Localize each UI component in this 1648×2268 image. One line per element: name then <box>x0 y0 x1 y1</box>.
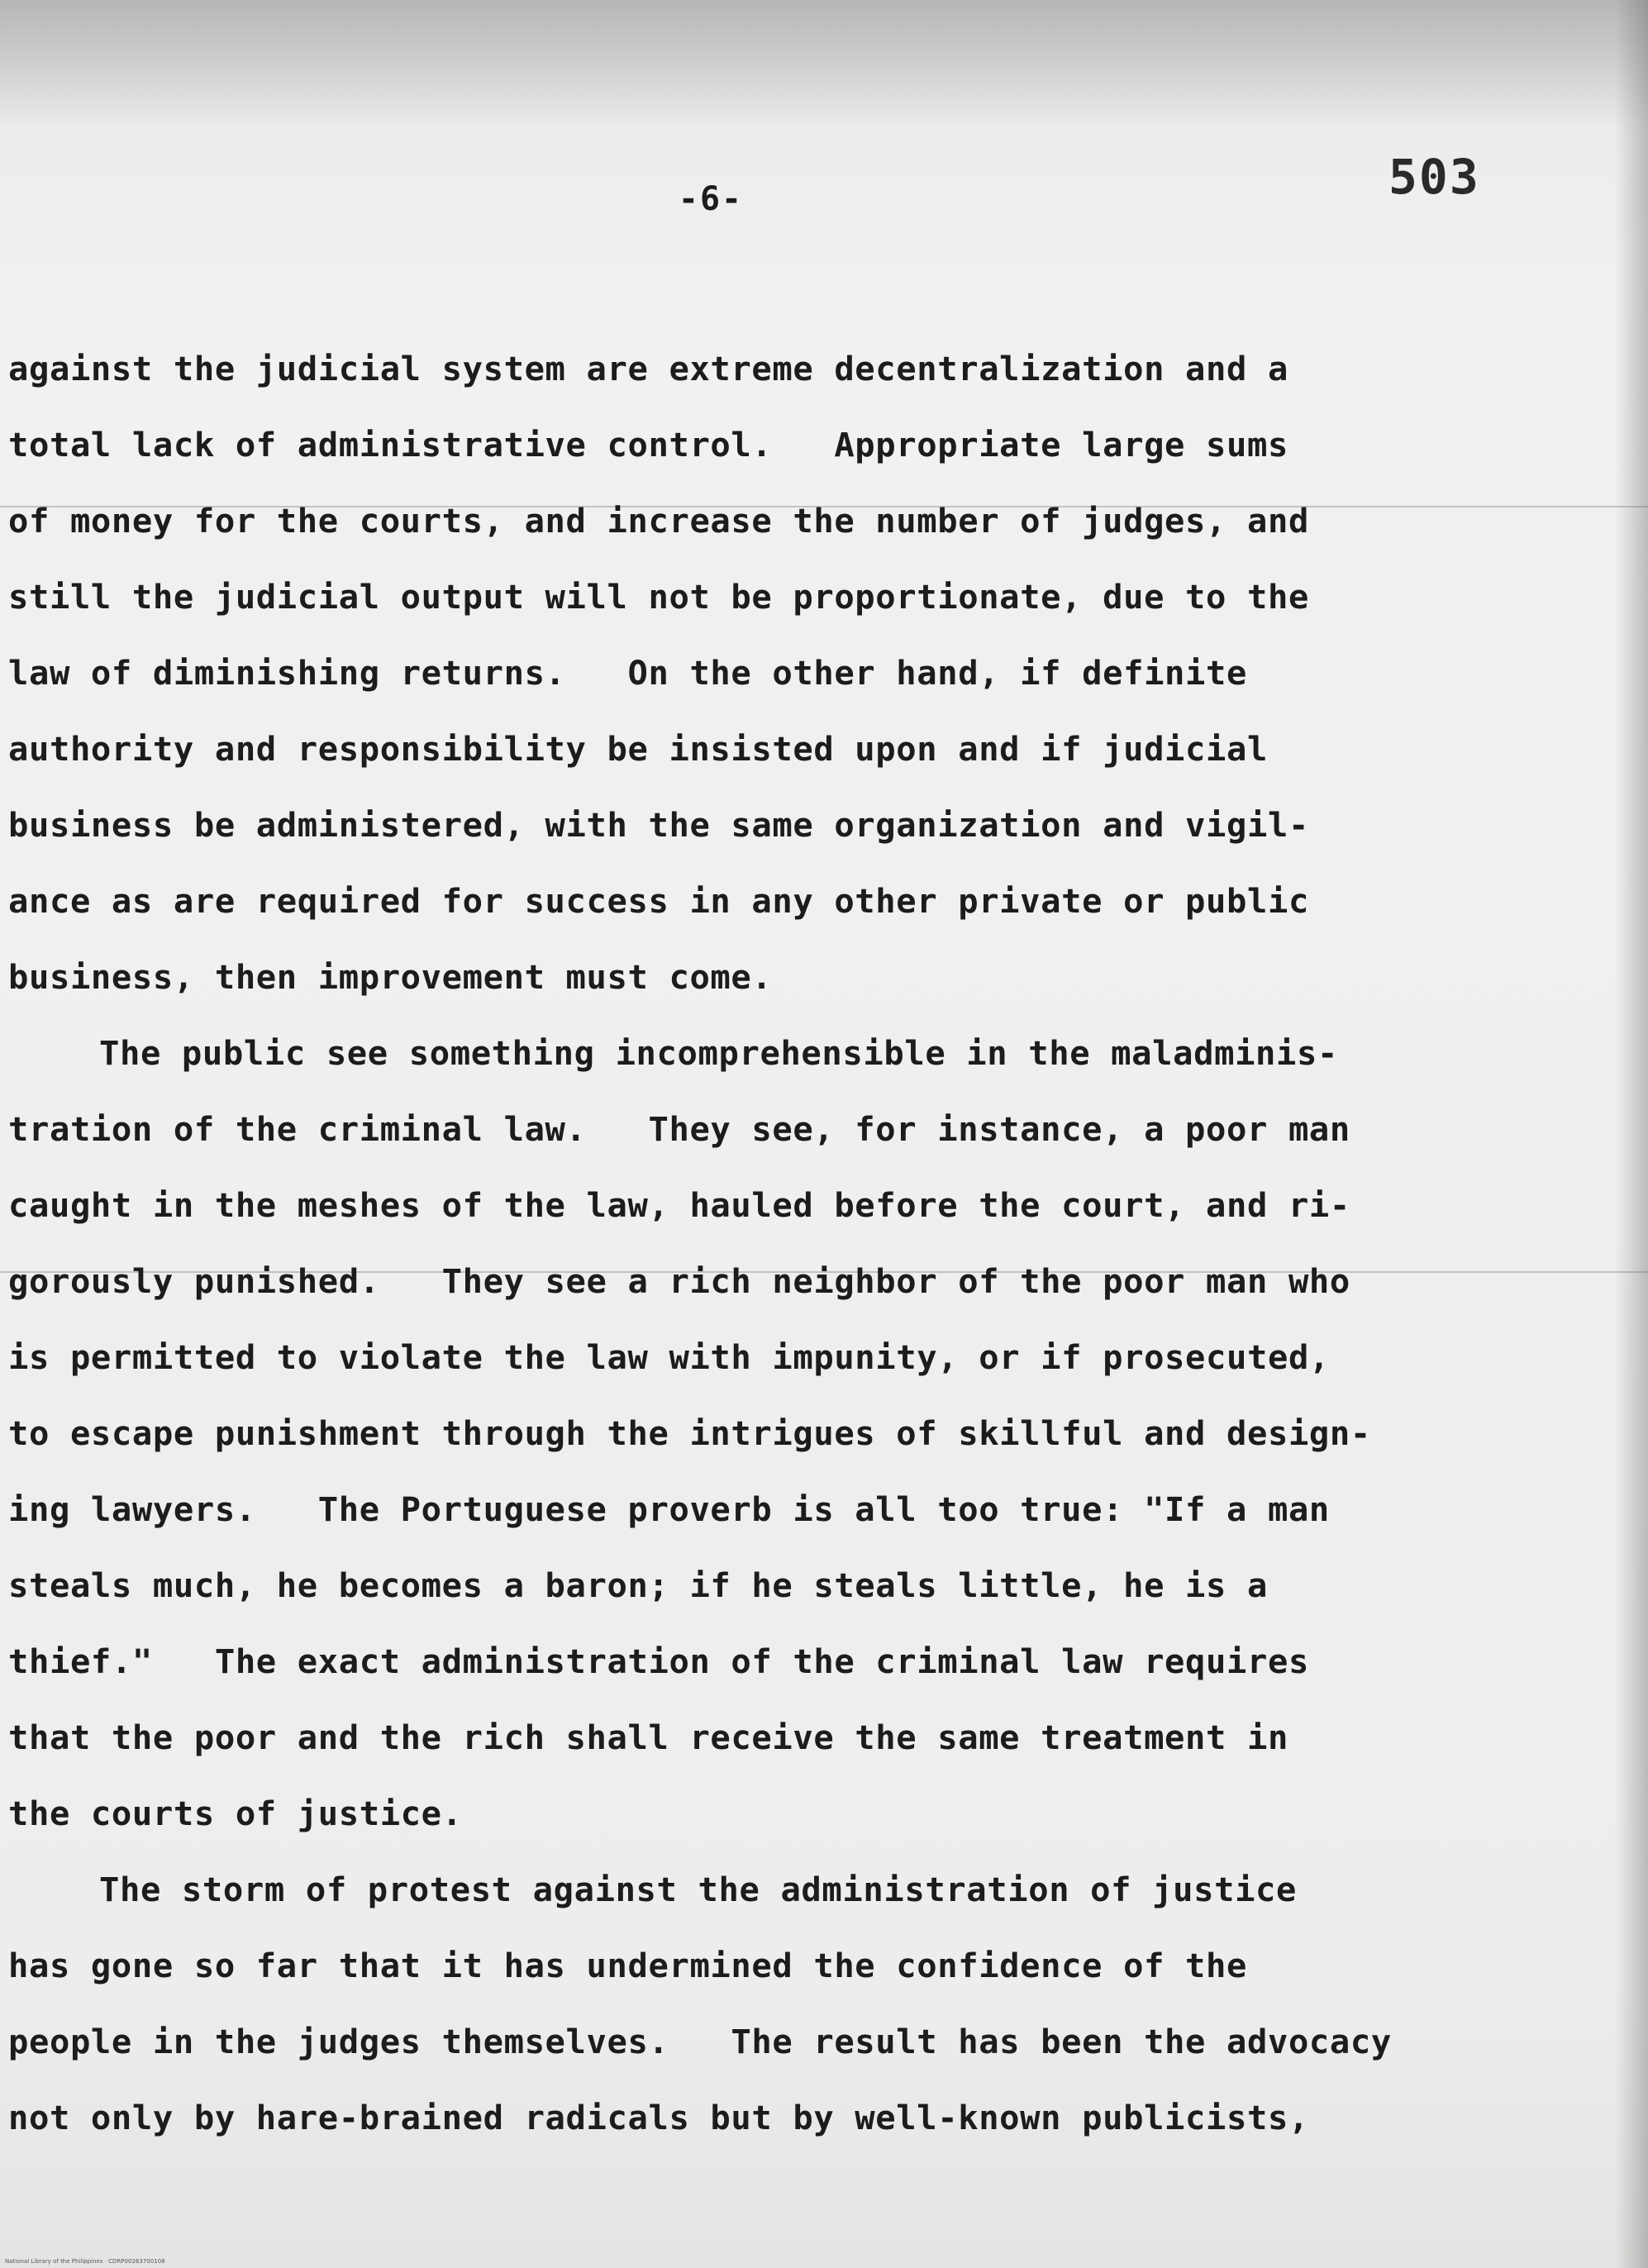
text-line: that the poor and the rich shall receive the same treatment in <box>8 1718 1288 1757</box>
text-line: is permitted to violate the law with impunity, or if prosecuted, <box>8 1337 1330 1377</box>
archive-stamp-number: 503 <box>1388 149 1480 205</box>
scan-shadow-top <box>0 0 1648 132</box>
text-line: business, then improvement must come. <box>8 957 773 997</box>
text-line: business be administered, with the same organization and vigil- <box>8 805 1309 845</box>
text-line: to escape punishment through the intrigues of skillful and design- <box>8 1413 1371 1453</box>
text-line: against the judicial system are extreme decentralization and a <box>8 349 1288 388</box>
body-text <box>8 331 1579 2156</box>
text-line: The storm of protest against the administration of justice <box>99 1870 1298 1909</box>
text-line: people in the judges themselves. The result has been the advocacy <box>8 2022 1392 2061</box>
text-line: total lack of administrative control. Appropriate large sums <box>8 425 1288 465</box>
scan-shadow-right <box>1615 0 1648 2268</box>
text-line: authority and responsibility be insisted upon and if judicial <box>8 729 1268 769</box>
text-line: has gone so far that it has undermined the confidence of the <box>8 1946 1247 1985</box>
text-line: of money for the courts, and increase the number of judges, and <box>8 501 1309 541</box>
page-number: -6- <box>678 180 744 218</box>
text-line: gorously punished. They see a rich neighbor of the poor man who <box>8 1261 1350 1301</box>
text-line: the courts of justice. <box>8 1794 463 1833</box>
text-line: ing lawyers. The Portuguese proverb is all too true: "If a man <box>8 1489 1330 1529</box>
text-line: law of diminishing returns. On the other hand, if definite <box>8 653 1247 693</box>
text-line: The public see something incomprehensible in the maladminis- <box>99 1033 1338 1073</box>
text-line: caught in the meshes of the law, hauled before the court, and ri- <box>8 1185 1350 1225</box>
text-line: tration of the criminal law. They see, for instance, a poor man <box>8 1109 1350 1149</box>
text-line: ance as are required for success in any other private or public <box>8 881 1309 921</box>
text-line: thief." The exact administration of the criminal law requires <box>8 1641 1309 1681</box>
text-line: steals much, he becomes a baron; if he steals little, he is a <box>8 1565 1268 1605</box>
text-line: not only by hare-brained radicals but by well-known publicists, <box>8 2098 1309 2137</box>
archive-footer-tag: National Library of the Philippines · CDRP00263700108 <box>5 2258 165 2265</box>
text-line: still the judicial output will not be proportionate, due to the <box>8 577 1309 617</box>
